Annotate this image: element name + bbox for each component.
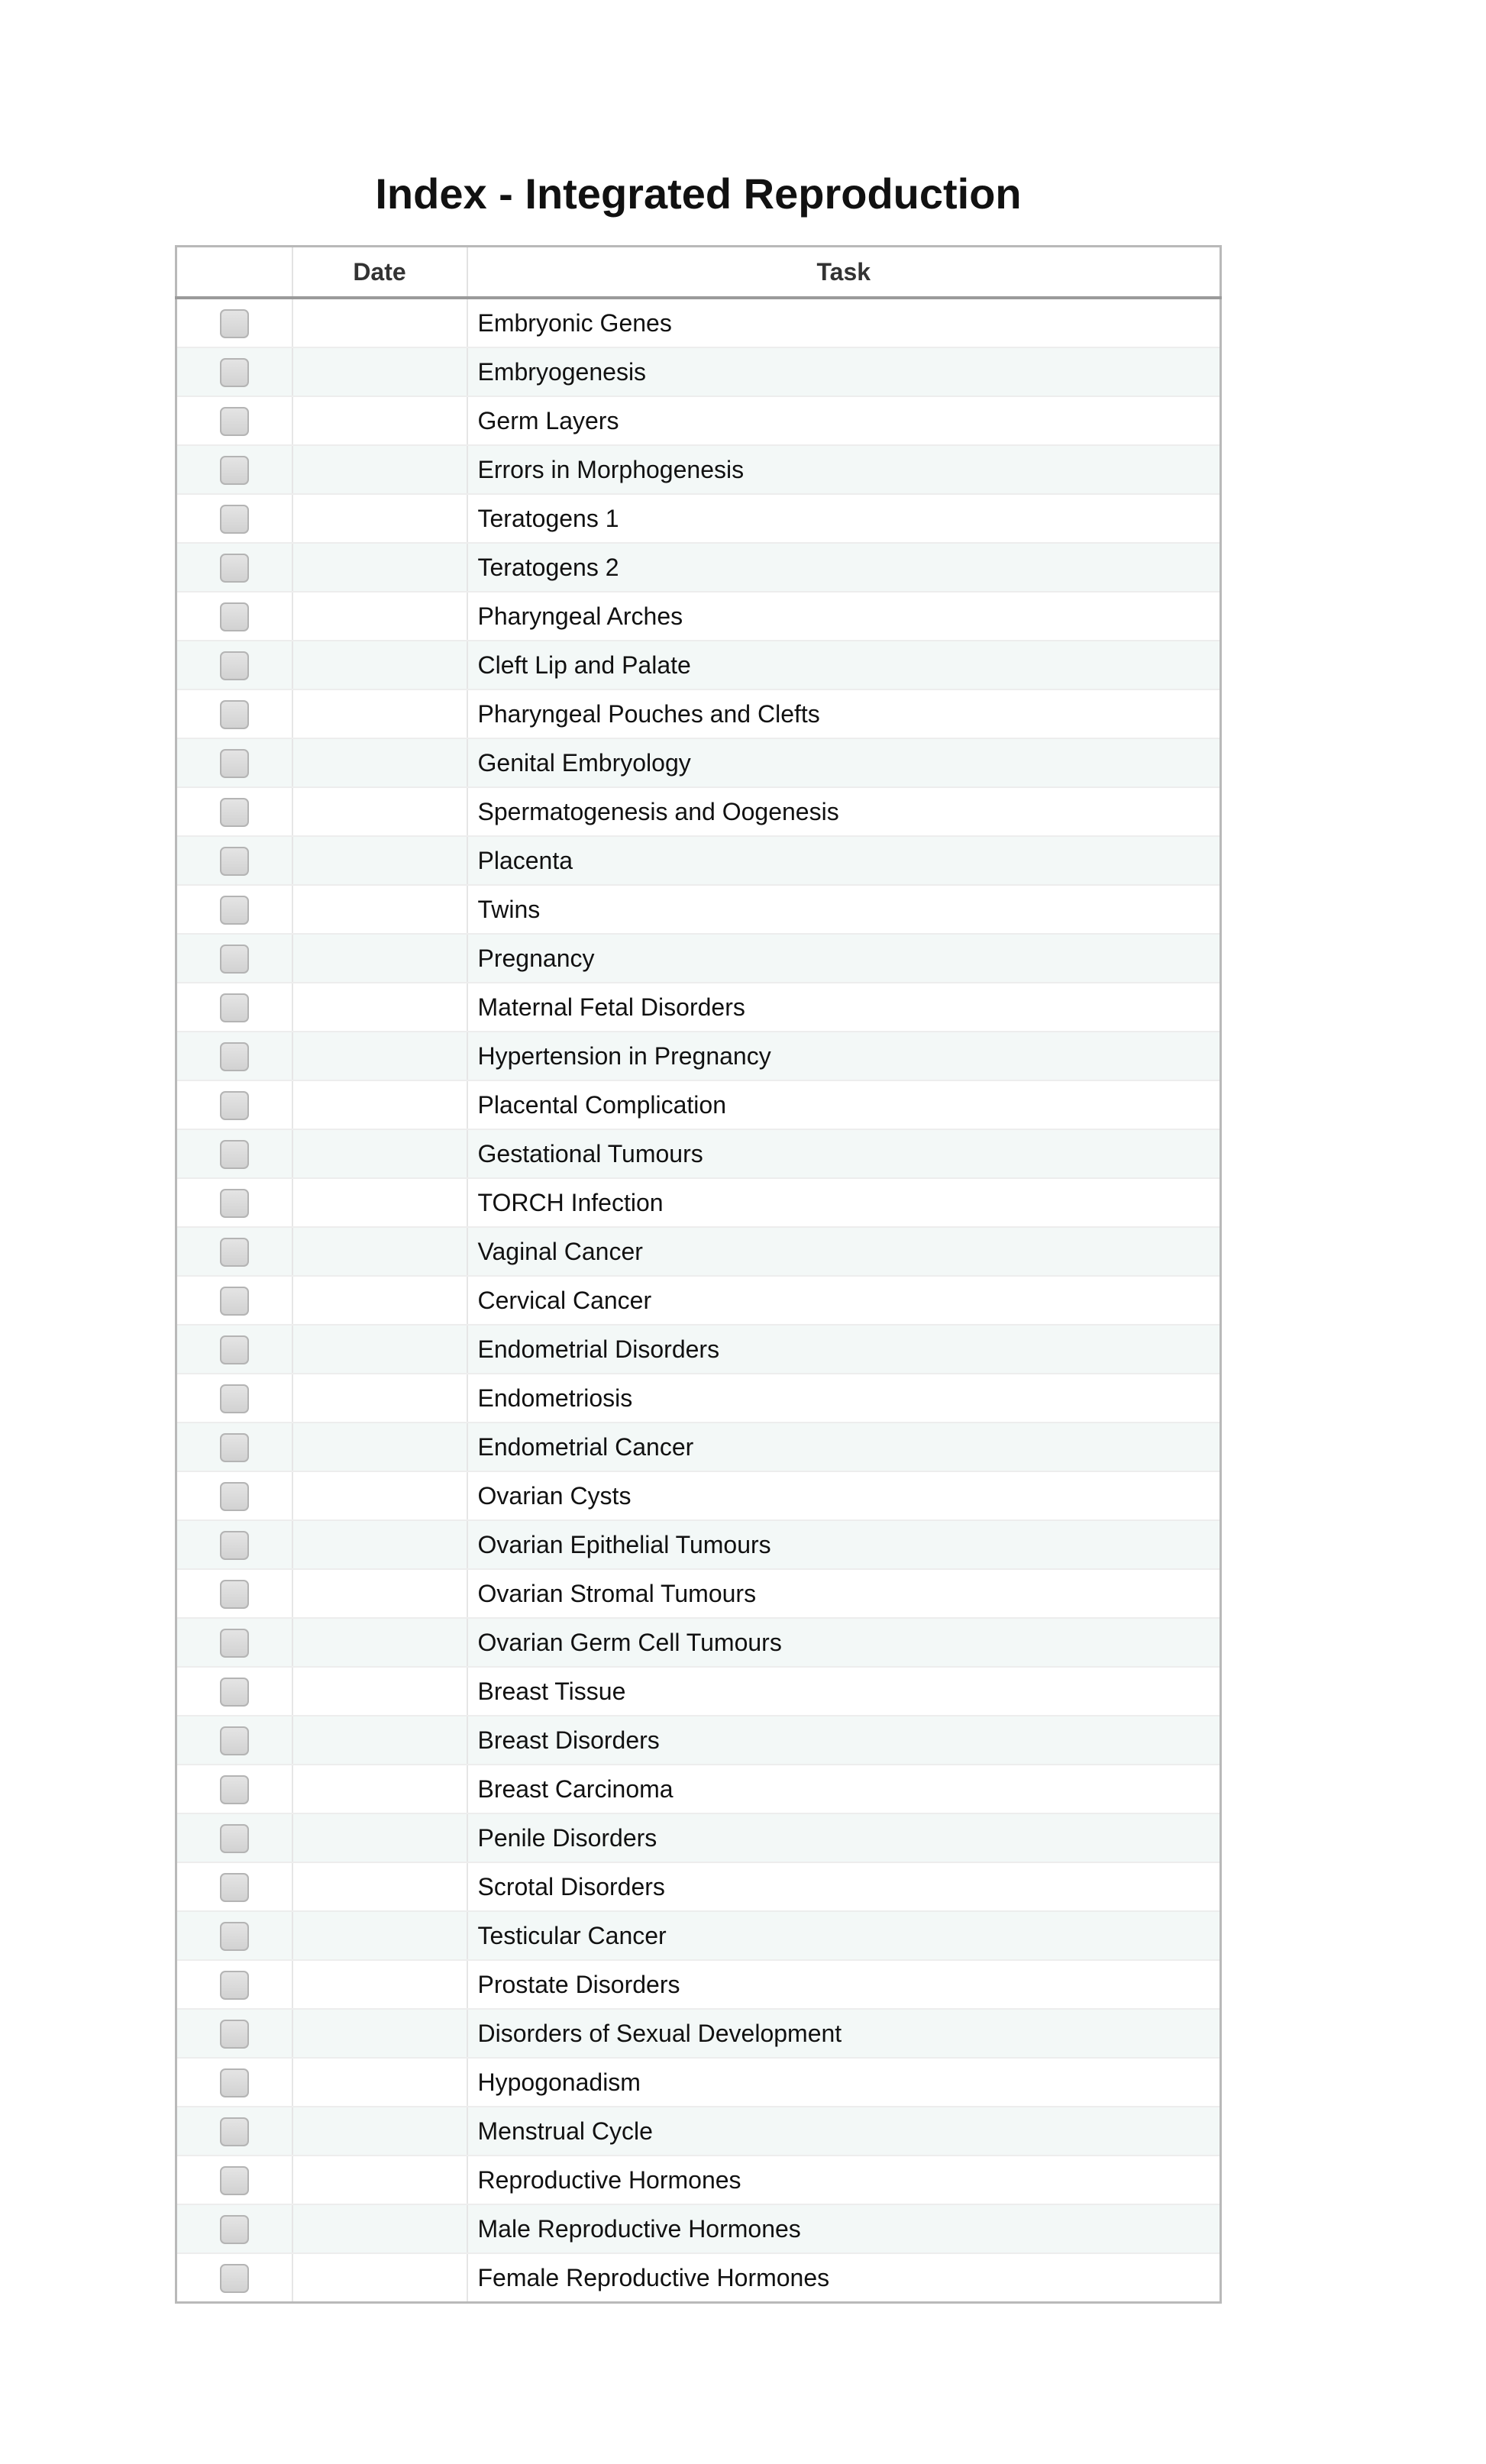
checkbox-cell [176, 396, 292, 445]
task-cell: Ovarian Germ Cell Tumours [467, 1618, 1221, 1667]
task-table [175, 245, 1222, 2304]
task-checkbox[interactable] [220, 2117, 249, 2146]
table-row [176, 1520, 1221, 1569]
task-checkbox[interactable] [220, 896, 249, 925]
task-checkbox[interactable] [220, 1433, 249, 1462]
table-row [176, 494, 1221, 543]
task-checkbox[interactable] [220, 1531, 249, 1560]
checkbox-cell [176, 1569, 292, 1618]
checkbox-cell [176, 2107, 292, 2156]
date-cell[interactable] [292, 347, 467, 396]
task-checkbox[interactable] [220, 847, 249, 876]
task-cell: Endometrial Cancer [467, 1423, 1221, 1471]
date-cell[interactable] [292, 1813, 467, 1862]
task-checkbox[interactable] [220, 2068, 249, 2097]
checkbox-cell [176, 2058, 292, 2107]
table-row [176, 2253, 1221, 2303]
date-cell[interactable] [292, 1471, 467, 1520]
task-cell: Penile Disorders [467, 1813, 1221, 1862]
table-row [176, 1862, 1221, 1911]
task-checkbox[interactable] [220, 1140, 249, 1169]
checkbox-cell [176, 1374, 292, 1423]
task-cell: Twins [467, 885, 1221, 934]
table-row [176, 2156, 1221, 2204]
date-cell[interactable] [292, 2253, 467, 2303]
task-cell: Maternal Fetal Disorders [467, 983, 1221, 1032]
task-checkbox[interactable] [220, 2215, 249, 2244]
task-checkbox[interactable] [220, 1482, 249, 1511]
task-cell: Embryogenesis [467, 347, 1221, 396]
task-cell: Embryonic Genes [467, 298, 1221, 347]
task-checkbox[interactable] [220, 2264, 249, 2293]
checkbox-cell [176, 1716, 292, 1765]
table-row [176, 2009, 1221, 2058]
task-cell: Hypertension in Pregnancy [467, 1032, 1221, 1080]
table-row [176, 347, 1221, 396]
table-row [176, 543, 1221, 592]
task-cell: Breast Carcinoma [467, 1765, 1221, 1813]
task-cell: Teratogens 1 [467, 494, 1221, 543]
table-row [176, 2107, 1221, 2156]
date-cell[interactable] [292, 1862, 467, 1911]
date-cell[interactable] [292, 2156, 467, 2204]
date-cell[interactable] [292, 1276, 467, 1325]
task-cell: TORCH Infection [467, 1178, 1221, 1227]
date-cell[interactable] [292, 2058, 467, 2107]
table-row [176, 1374, 1221, 1423]
table-row [176, 1080, 1221, 1129]
task-cell: Breast Tissue [467, 1667, 1221, 1716]
table-row [176, 885, 1221, 934]
table-row [176, 983, 1221, 1032]
date-cell[interactable] [292, 1178, 467, 1227]
task-checkbox[interactable] [220, 554, 249, 583]
task-cell: Endometriosis [467, 1374, 1221, 1423]
checkbox-cell [176, 1227, 292, 1276]
checkbox-cell [176, 1960, 292, 2009]
table-row [176, 1129, 1221, 1178]
date-cell[interactable] [292, 1569, 467, 1618]
task-checkbox[interactable] [220, 1287, 249, 1316]
checkbox-cell [176, 885, 292, 934]
date-cell[interactable] [292, 641, 467, 689]
date-cell[interactable] [292, 2107, 467, 2156]
task-cell: Hypogonadism [467, 2058, 1221, 2107]
table-row [176, 1618, 1221, 1667]
table-body [176, 298, 1221, 2303]
checkbox-cell [176, 1325, 292, 1374]
task-checkbox[interactable] [220, 407, 249, 436]
table-row [176, 1032, 1221, 1080]
checkbox-cell [176, 2253, 292, 2303]
checkbox-cell [176, 983, 292, 1032]
task-cell: Testicular Cancer [467, 1911, 1221, 1960]
task-cell: Prostate Disorders [467, 1960, 1221, 2009]
date-cell[interactable] [292, 689, 467, 738]
task-checkbox[interactable] [220, 945, 249, 974]
table-row [176, 934, 1221, 983]
task-cell: Teratogens 2 [467, 543, 1221, 592]
table-row [176, 2058, 1221, 2107]
header-row [176, 247, 1221, 299]
task-checkbox[interactable] [220, 505, 249, 534]
table-row [176, 445, 1221, 494]
checkbox-cell [176, 738, 292, 787]
checkbox-cell [176, 787, 292, 836]
task-cell: Germ Layers [467, 396, 1221, 445]
column-header-check [176, 247, 292, 299]
checkbox-cell [176, 1276, 292, 1325]
task-cell: Cervical Cancer [467, 1276, 1221, 1325]
task-checkbox[interactable] [220, 1726, 249, 1755]
task-checkbox[interactable] [220, 651, 249, 680]
checkbox-cell [176, 592, 292, 641]
task-checkbox[interactable] [220, 1629, 249, 1658]
task-cell: Vaginal Cancer [467, 1227, 1221, 1276]
table-row [176, 641, 1221, 689]
task-cell: Ovarian Stromal Tumours [467, 1569, 1221, 1618]
task-checkbox[interactable] [220, 993, 249, 1022]
date-cell[interactable] [292, 1618, 467, 1667]
task-cell: Scrotal Disorders [467, 1862, 1221, 1911]
task-cell: Genital Embryology [467, 738, 1221, 787]
task-cell: Pharyngeal Arches [467, 592, 1221, 641]
checkbox-cell [176, 1667, 292, 1716]
task-checkbox[interactable] [220, 1189, 249, 1218]
task-checkbox[interactable] [220, 1678, 249, 1707]
date-cell[interactable] [292, 934, 467, 983]
task-cell: Pharyngeal Pouches and Clefts [467, 689, 1221, 738]
table-header [176, 247, 1221, 299]
task-cell: Breast Disorders [467, 1716, 1221, 1765]
task-cell: Cleft Lip and Palate [467, 641, 1221, 689]
task-checkbox[interactable] [220, 309, 249, 338]
checkbox-cell [176, 494, 292, 543]
date-cell[interactable] [292, 1374, 467, 1423]
task-checkbox[interactable] [220, 602, 249, 631]
table-row [176, 1227, 1221, 1276]
task-cell: Placenta [467, 836, 1221, 885]
date-cell[interactable] [292, 592, 467, 641]
table-row [176, 787, 1221, 836]
task-cell: Male Reproductive Hormones [467, 2204, 1221, 2253]
checkbox-cell [176, 2156, 292, 2204]
date-cell[interactable] [292, 1129, 467, 1178]
table-row [176, 592, 1221, 641]
task-checkbox[interactable] [220, 1775, 249, 1804]
checkbox-cell [176, 1471, 292, 1520]
task-checkbox[interactable] [220, 700, 249, 729]
task-checkbox[interactable] [220, 1091, 249, 1120]
date-cell[interactable] [292, 836, 467, 885]
table-row [176, 1569, 1221, 1618]
task-checkbox[interactable] [220, 456, 249, 485]
date-cell[interactable] [292, 983, 467, 1032]
task-checkbox[interactable] [220, 1824, 249, 1853]
checkbox-cell [176, 1520, 292, 1569]
checkbox-cell [176, 1765, 292, 1813]
task-cell: Pregnancy [467, 934, 1221, 983]
column-header-date: Date [292, 247, 467, 299]
task-checkbox[interactable] [220, 749, 249, 778]
task-cell: Ovarian Epithelial Tumours [467, 1520, 1221, 1569]
task-cell: Gestational Tumours [467, 1129, 1221, 1178]
date-cell[interactable] [292, 494, 467, 543]
checkbox-cell [176, 445, 292, 494]
checkbox-cell [176, 934, 292, 983]
date-cell[interactable] [292, 1667, 467, 1716]
task-checkbox[interactable] [220, 1580, 249, 1609]
table-row [176, 1178, 1221, 1227]
task-checkbox[interactable] [220, 1042, 249, 1071]
table-row [176, 2204, 1221, 2253]
table-row [176, 1765, 1221, 1813]
page-title: Index - Integrated Reproduction [375, 170, 1022, 218]
checkbox-cell [176, 1178, 292, 1227]
table-row [176, 1423, 1221, 1471]
table-row [176, 298, 1221, 347]
checkbox-cell [176, 1618, 292, 1667]
task-cell: Errors in Morphogenesis [467, 445, 1221, 494]
task-checkbox[interactable] [220, 1873, 249, 1902]
task-checkbox[interactable] [220, 1384, 249, 1413]
date-cell[interactable] [292, 1325, 467, 1374]
checkbox-cell [176, 2204, 292, 2253]
date-cell[interactable] [292, 1423, 467, 1471]
table-row [176, 1911, 1221, 1960]
task-cell: Spermatogenesis and Oogenesis [467, 787, 1221, 836]
task-checkbox[interactable] [220, 2166, 249, 2195]
date-cell[interactable] [292, 787, 467, 836]
table-row [176, 1667, 1221, 1716]
table-row [176, 1276, 1221, 1325]
table-row [176, 1471, 1221, 1520]
checkbox-cell [176, 1129, 292, 1178]
checkbox-cell [176, 641, 292, 689]
table-row [176, 689, 1221, 738]
table-row [176, 836, 1221, 885]
task-checkbox[interactable] [220, 1335, 249, 1364]
date-cell[interactable] [292, 738, 467, 787]
checkbox-cell [176, 347, 292, 396]
date-cell[interactable] [292, 1765, 467, 1813]
checkbox-cell [176, 543, 292, 592]
date-cell[interactable] [292, 543, 467, 592]
date-cell[interactable] [292, 1520, 467, 1569]
date-cell[interactable] [292, 396, 467, 445]
task-checkbox[interactable] [220, 358, 249, 387]
task-checkbox[interactable] [220, 798, 249, 827]
checkbox-cell [176, 836, 292, 885]
checkbox-cell [176, 298, 292, 347]
date-cell[interactable] [292, 2009, 467, 2058]
checkbox-cell [176, 689, 292, 738]
date-cell[interactable] [292, 1080, 467, 1129]
task-checkbox[interactable] [220, 1922, 249, 1951]
table-row [176, 738, 1221, 787]
date-cell[interactable] [292, 2204, 467, 2253]
checkbox-cell [176, 1423, 292, 1471]
table-row [176, 396, 1221, 445]
task-cell: Endometrial Disorders [467, 1325, 1221, 1374]
table-row [176, 1325, 1221, 1374]
table-row [176, 1716, 1221, 1765]
checkbox-cell [176, 1080, 292, 1129]
checkbox-cell [176, 2009, 292, 2058]
checkbox-cell [176, 1911, 292, 1960]
task-checkbox[interactable] [220, 1971, 249, 2000]
date-cell[interactable] [292, 1716, 467, 1765]
column-header-task: Task [467, 247, 1221, 299]
checkbox-cell [176, 1813, 292, 1862]
checkbox-cell [176, 1032, 292, 1080]
task-cell: Reproductive Hormones [467, 2156, 1221, 2204]
task-checkbox[interactable] [220, 1238, 249, 1267]
date-cell[interactable] [292, 1227, 467, 1276]
task-cell: Ovarian Cysts [467, 1471, 1221, 1520]
task-checkbox[interactable] [220, 2020, 249, 2049]
date-cell[interactable] [292, 1032, 467, 1080]
date-cell[interactable] [292, 885, 467, 934]
task-cell: Disorders of Sexual Development [467, 2009, 1221, 2058]
checkbox-cell [176, 1862, 292, 1911]
table-row [176, 1813, 1221, 1862]
task-cell: Placental Complication [467, 1080, 1221, 1129]
task-cell: Female Reproductive Hormones [477, 2263, 830, 2291]
date-cell[interactable] [292, 298, 467, 347]
task-cell: Menstrual Cycle [467, 2107, 1221, 2156]
table-row [176, 1960, 1221, 2009]
date-cell[interactable] [292, 445, 467, 494]
date-cell[interactable] [292, 1911, 467, 1960]
date-cell[interactable] [292, 1960, 467, 2009]
